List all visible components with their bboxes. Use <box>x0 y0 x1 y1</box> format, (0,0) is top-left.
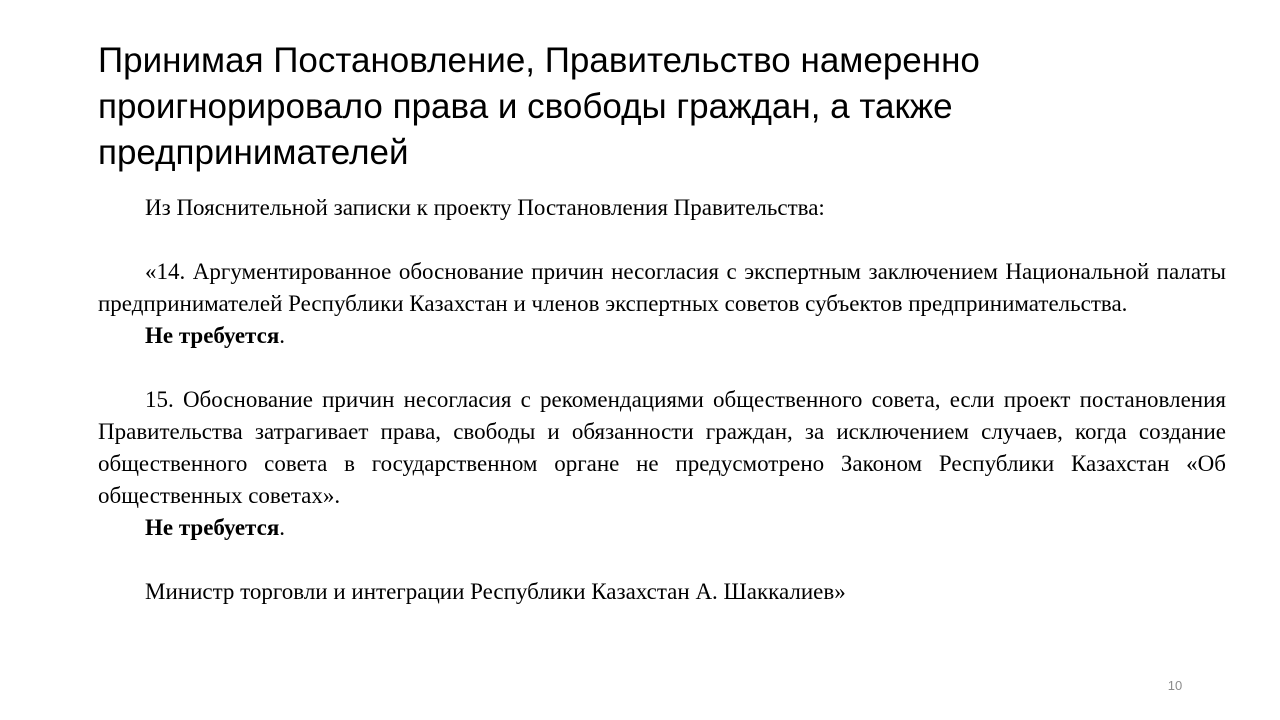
spacer <box>98 352 1226 384</box>
spacer <box>98 544 1226 576</box>
slide-title: Принимая Постановление, Правительство намеренно проигнорировало права и свободы граждан, а также предпринимателей <box>98 41 980 172</box>
item-15-text: 15. Обоснование причин несогласия с рекомендациями общественного совета, если проект постановления Правительства затрагивает права, свободы и обязанности граждан, за исключением случаев, когда создание общественного совета в государственном органе не предусмотрено Законом Республики Казахстан «Об общественных советах». <box>98 387 1226 508</box>
item-14-text: «14. Аргументированное обоснование причин несогласия с экспертным заключением Национальной палаты предпринимателей Республики Казахстан и членов экспертных советов субъектов предпринимательства. <box>98 259 1226 316</box>
item-15-answer-bold: Не требуется <box>145 515 280 540</box>
spacer <box>98 224 1226 256</box>
intro-text: Из Пояснительной записки к проекту Постановления Правительства: <box>145 195 825 220</box>
item-15-answer <box>98 512 1226 544</box>
slide-number: 10 <box>1167 678 1183 693</box>
item-14-answer-tail: . <box>279 323 286 348</box>
item-15-answer-tail: . <box>279 515 286 540</box>
item-14-answer <box>98 320 1226 352</box>
item-14-answer-bold: Не требуется <box>145 323 280 348</box>
slide-body <box>98 192 1226 608</box>
signature-text: Министр торговли и интеграции Республики Казахстан А. Шаккалиев» <box>145 579 846 604</box>
